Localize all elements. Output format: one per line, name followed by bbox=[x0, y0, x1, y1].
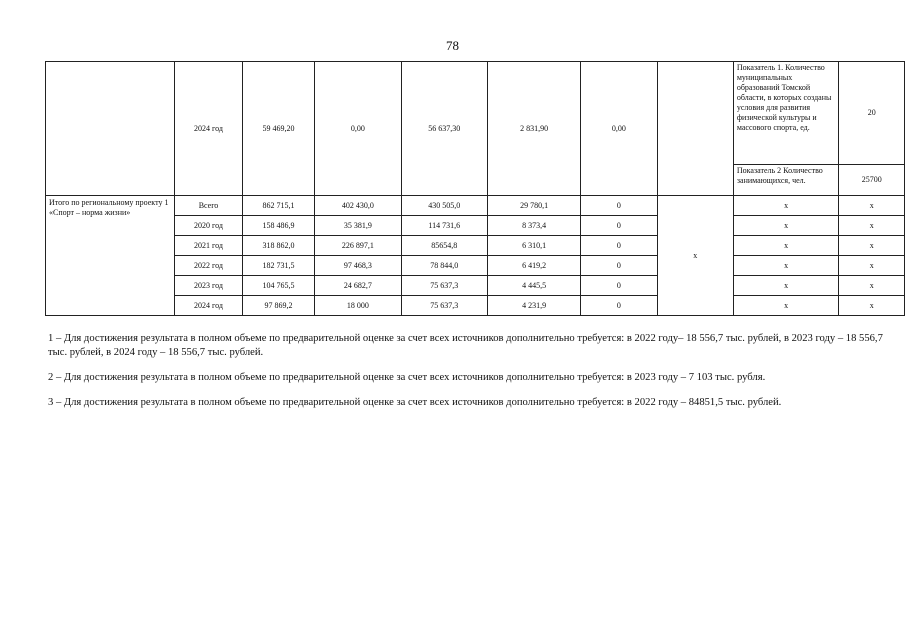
value-cell: 862 715,1 bbox=[242, 196, 315, 216]
footnote-1: 1 – Для достижения результата в полном объеме по предварительной оценке за счет всех источников дополнительно требуется: в 2022 году– 18 556,7 тыс. рублей, в 2023 году – 18 556,7 тыс. рублей, в 2024 году – 18 556,7 тыс. рублей. bbox=[48, 333, 883, 358]
value-cell: 56 637,30 bbox=[401, 62, 487, 196]
value-cell: 97 468,3 bbox=[315, 256, 401, 276]
footnote-3: 3 – Для достижения результата в полном объеме по предварительной оценке за счет всех источников дополнительно требуется: в 2022 году – 84851,5 тыс. рублей. bbox=[48, 397, 782, 408]
indicator-cell: Показатель 1. Количество муниципальных образований Томской области, в которых созданы условия для развития физической культуры и массового спорта, ед. bbox=[733, 62, 839, 165]
value-cell: 0 bbox=[581, 216, 657, 236]
year-cell: 2024 год bbox=[175, 62, 243, 196]
indicator-value: x bbox=[839, 216, 905, 236]
table-row bbox=[46, 236, 905, 256]
value-cell: 18 000 bbox=[315, 296, 401, 316]
value-cell: 430 505,0 bbox=[401, 196, 487, 216]
indicator-cell: x bbox=[733, 196, 839, 216]
table-row bbox=[46, 296, 905, 316]
value-cell: 8 373,4 bbox=[487, 216, 580, 236]
indicator-cell: x bbox=[733, 236, 839, 256]
year-cell: 2024 год bbox=[175, 296, 243, 316]
page-number: 78 bbox=[446, 38, 459, 53]
value-cell: 318 862,0 bbox=[242, 236, 315, 256]
indicator-cell: x bbox=[733, 216, 839, 236]
year-cell: 2020 год bbox=[175, 216, 243, 236]
label-cell bbox=[46, 62, 175, 196]
value-cell: 158 486,9 bbox=[242, 216, 315, 236]
indicator-value: x bbox=[839, 276, 905, 296]
indicator-cell: x bbox=[733, 276, 839, 296]
indicator-cell: x bbox=[733, 296, 839, 316]
empty-cell bbox=[657, 62, 733, 196]
value-cell: 0 bbox=[581, 276, 657, 296]
indicator-cell: x bbox=[733, 256, 839, 276]
value-cell: 24 682,7 bbox=[315, 276, 401, 296]
value-cell: 75 637,3 bbox=[401, 276, 487, 296]
value-cell: 182 731,5 bbox=[242, 256, 315, 276]
indicator-value: 25700 bbox=[839, 165, 905, 196]
indicator-value: x bbox=[839, 296, 905, 316]
indicator-value: x bbox=[839, 196, 905, 216]
table-row bbox=[46, 256, 905, 276]
budget-table bbox=[45, 61, 905, 316]
indicator-value: 20 bbox=[839, 62, 905, 165]
table-row bbox=[46, 196, 905, 216]
year-cell: 2022 год bbox=[175, 256, 243, 276]
footnote-2: 2 – Для достижения результата в полном объеме по предварительной оценке за счет всех источников дополнительно требуется: в 2023 году – 7 103 тыс. рубля. bbox=[48, 372, 766, 383]
table-row bbox=[46, 276, 905, 296]
value-cell: 29 780,1 bbox=[487, 196, 580, 216]
table-row bbox=[46, 62, 905, 165]
value-cell: 226 897,1 bbox=[315, 236, 401, 256]
value-cell: 0 bbox=[581, 196, 657, 216]
value-cell: 2 831,90 bbox=[487, 62, 580, 196]
table-row bbox=[46, 216, 905, 236]
value-cell: 0 bbox=[581, 236, 657, 256]
value-cell: 6 310,1 bbox=[487, 236, 580, 256]
value-cell: 97 869,2 bbox=[242, 296, 315, 316]
merged-x-cell: x bbox=[657, 196, 733, 316]
year-cell: 2021 год bbox=[175, 236, 243, 256]
value-cell: 4 445,5 bbox=[487, 276, 580, 296]
value-cell: 104 765,5 bbox=[242, 276, 315, 296]
value-cell: 35 381,9 bbox=[315, 216, 401, 236]
indicator-value: x bbox=[839, 236, 905, 256]
year-cell: 2023 год bbox=[175, 276, 243, 296]
year-cell: Всего bbox=[175, 196, 243, 216]
value-cell: 0 bbox=[581, 296, 657, 316]
indicator-cell: Показатель 2 Количество занимающихся, чел. bbox=[733, 165, 839, 196]
value-cell: 78 844,0 bbox=[401, 256, 487, 276]
total-label-cell: Итого по региональному проекту 1 «Спорт – норма жизни» bbox=[46, 196, 175, 316]
value-cell: 59 469,20 bbox=[242, 62, 315, 196]
value-cell: 0,00 bbox=[581, 62, 657, 196]
value-cell: 6 419,2 bbox=[487, 256, 580, 276]
value-cell: 85654,8 bbox=[401, 236, 487, 256]
value-cell: 75 637,3 bbox=[401, 296, 487, 316]
indicator-value: x bbox=[839, 256, 905, 276]
value-cell: 4 231,9 bbox=[487, 296, 580, 316]
value-cell: 114 731,6 bbox=[401, 216, 487, 236]
value-cell: 0,00 bbox=[315, 62, 401, 196]
value-cell: 0 bbox=[581, 256, 657, 276]
value-cell: 402 430,0 bbox=[315, 196, 401, 216]
